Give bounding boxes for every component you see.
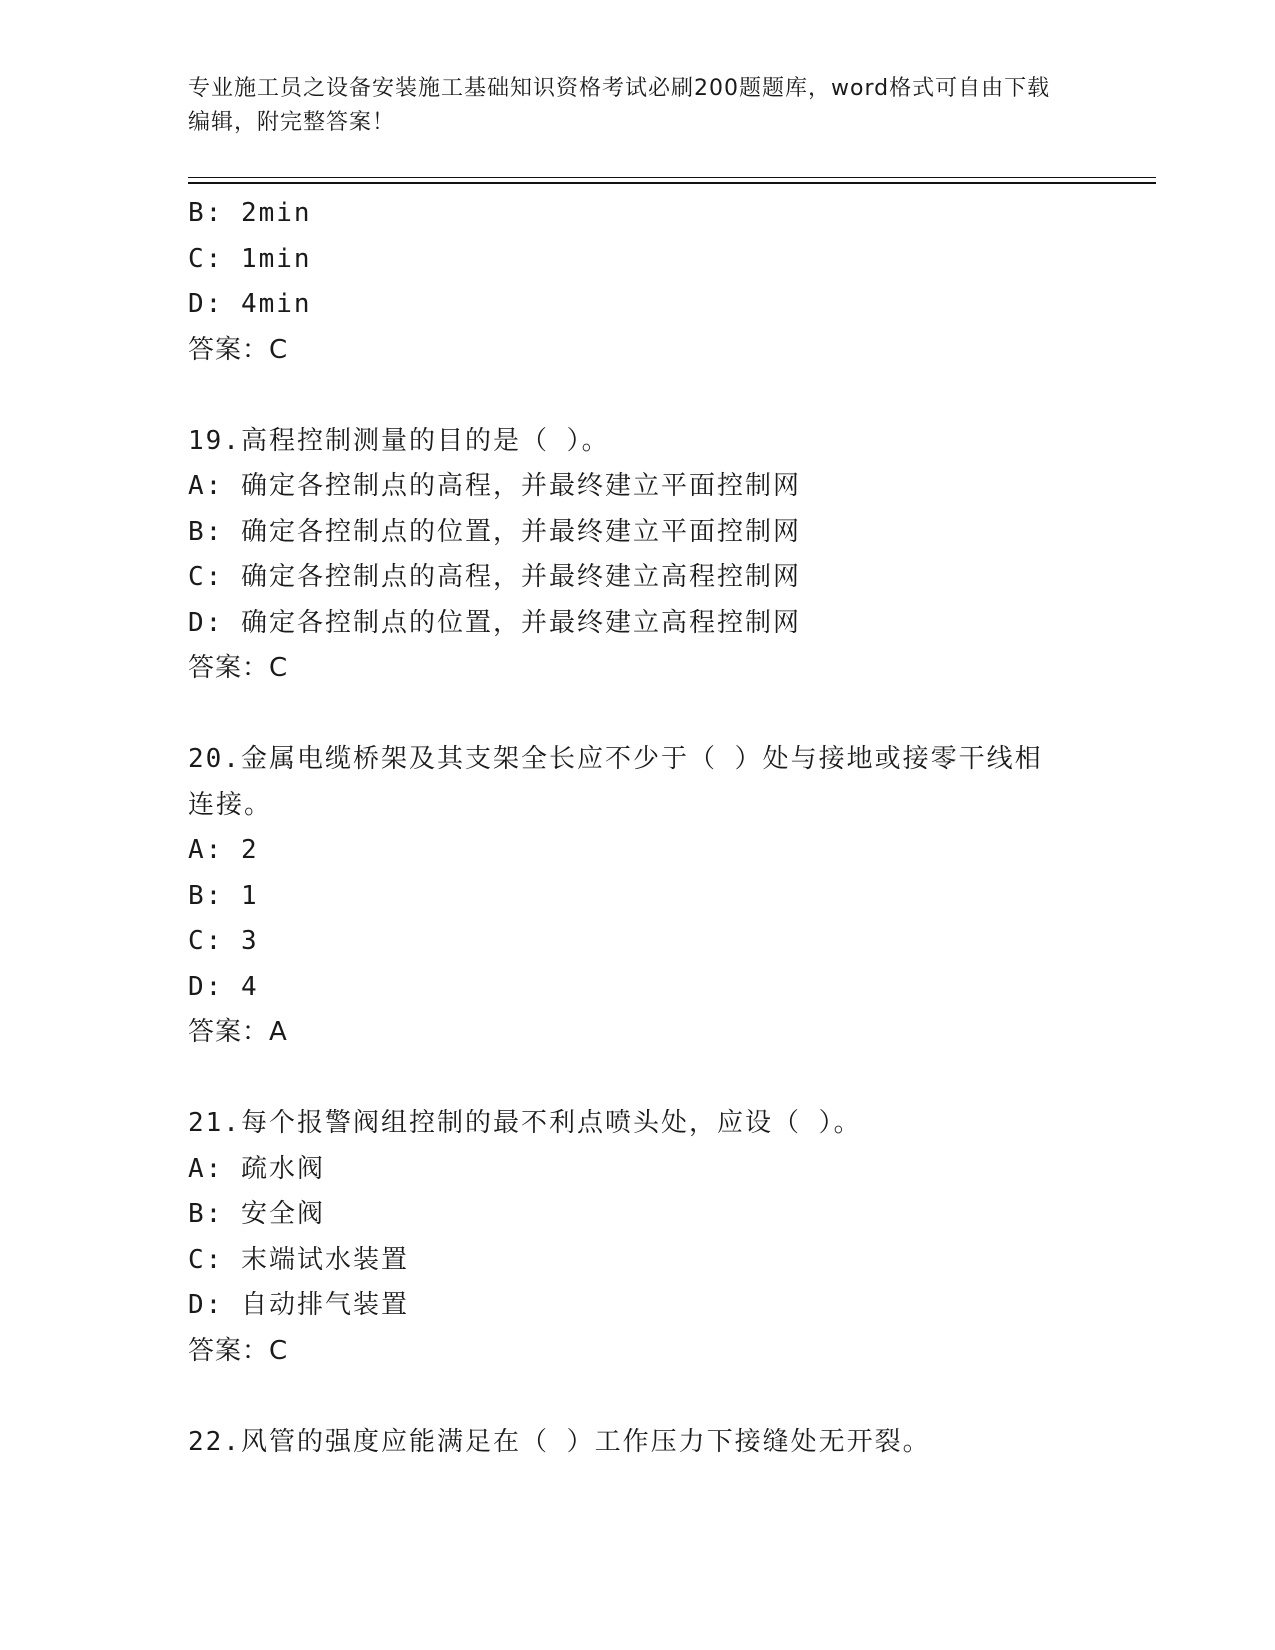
option-a: A: 确定各控制点的高程，并最终建立平面控制网	[188, 471, 801, 501]
spacer	[188, 692, 1068, 738]
option-d: D: 4	[188, 971, 259, 1002]
header-rule-thick	[188, 182, 1156, 184]
question-19	[188, 419, 1068, 692]
option-d: D: 4min	[188, 289, 312, 319]
question-22	[188, 1420, 1068, 1466]
answer-line: 答案：A	[188, 1017, 288, 1047]
spacer	[188, 1056, 1068, 1102]
option-c: C: 1min	[188, 243, 312, 274]
spacer	[188, 1374, 1068, 1420]
answer-line: 答案：C	[188, 1335, 289, 1366]
header-rule-thin	[188, 177, 1156, 178]
carryover-block	[188, 191, 1068, 373]
option-c: C: 确定各控制点的高程，并最终建立高程控制网	[188, 562, 801, 592]
option-a: A: 疏水阀	[188, 1153, 325, 1184]
question-21	[188, 1101, 1068, 1374]
question-stem: 20.金属电缆桥架及其支架全长应不少于（ ）处与接地或接零干线相连接。	[188, 744, 1043, 820]
question-stem: 21.每个报警阀组控制的最不利点喷头处，应设（ ）。	[188, 1108, 862, 1138]
option-d: D: 确定各控制点的位置，并最终建立高程控制网	[188, 607, 801, 638]
option-d: D: 自动排气装置	[188, 1290, 409, 1320]
option-b: B: 1	[188, 880, 259, 911]
option-b: B: 2min	[188, 198, 312, 228]
question-stem: 22.风管的强度应能满足在（ ）工作压力下接缝处无开裂。	[188, 1426, 931, 1457]
option-b: B: 安全阀	[188, 1199, 325, 1229]
question-20	[188, 737, 1068, 1056]
question-content	[188, 191, 1068, 1465]
option-c: C: 末端试水装置	[188, 1244, 409, 1275]
option-a: A: 2	[188, 835, 259, 865]
answer-line: 答案：C	[188, 334, 289, 365]
question-stem: 19.高程控制测量的目的是（ ）。	[188, 425, 610, 456]
spacer	[188, 373, 1068, 419]
option-c: C: 3	[188, 926, 259, 956]
page-header-title: 专业施工员之设备安装施工基础知识资格考试必刷200题题库，word格式可自由下载编辑，附完整答案！	[188, 76, 1051, 135]
option-b: B: 确定各控制点的位置，并最终建立平面控制网	[188, 516, 801, 547]
answer-line: 答案：C	[188, 653, 289, 683]
